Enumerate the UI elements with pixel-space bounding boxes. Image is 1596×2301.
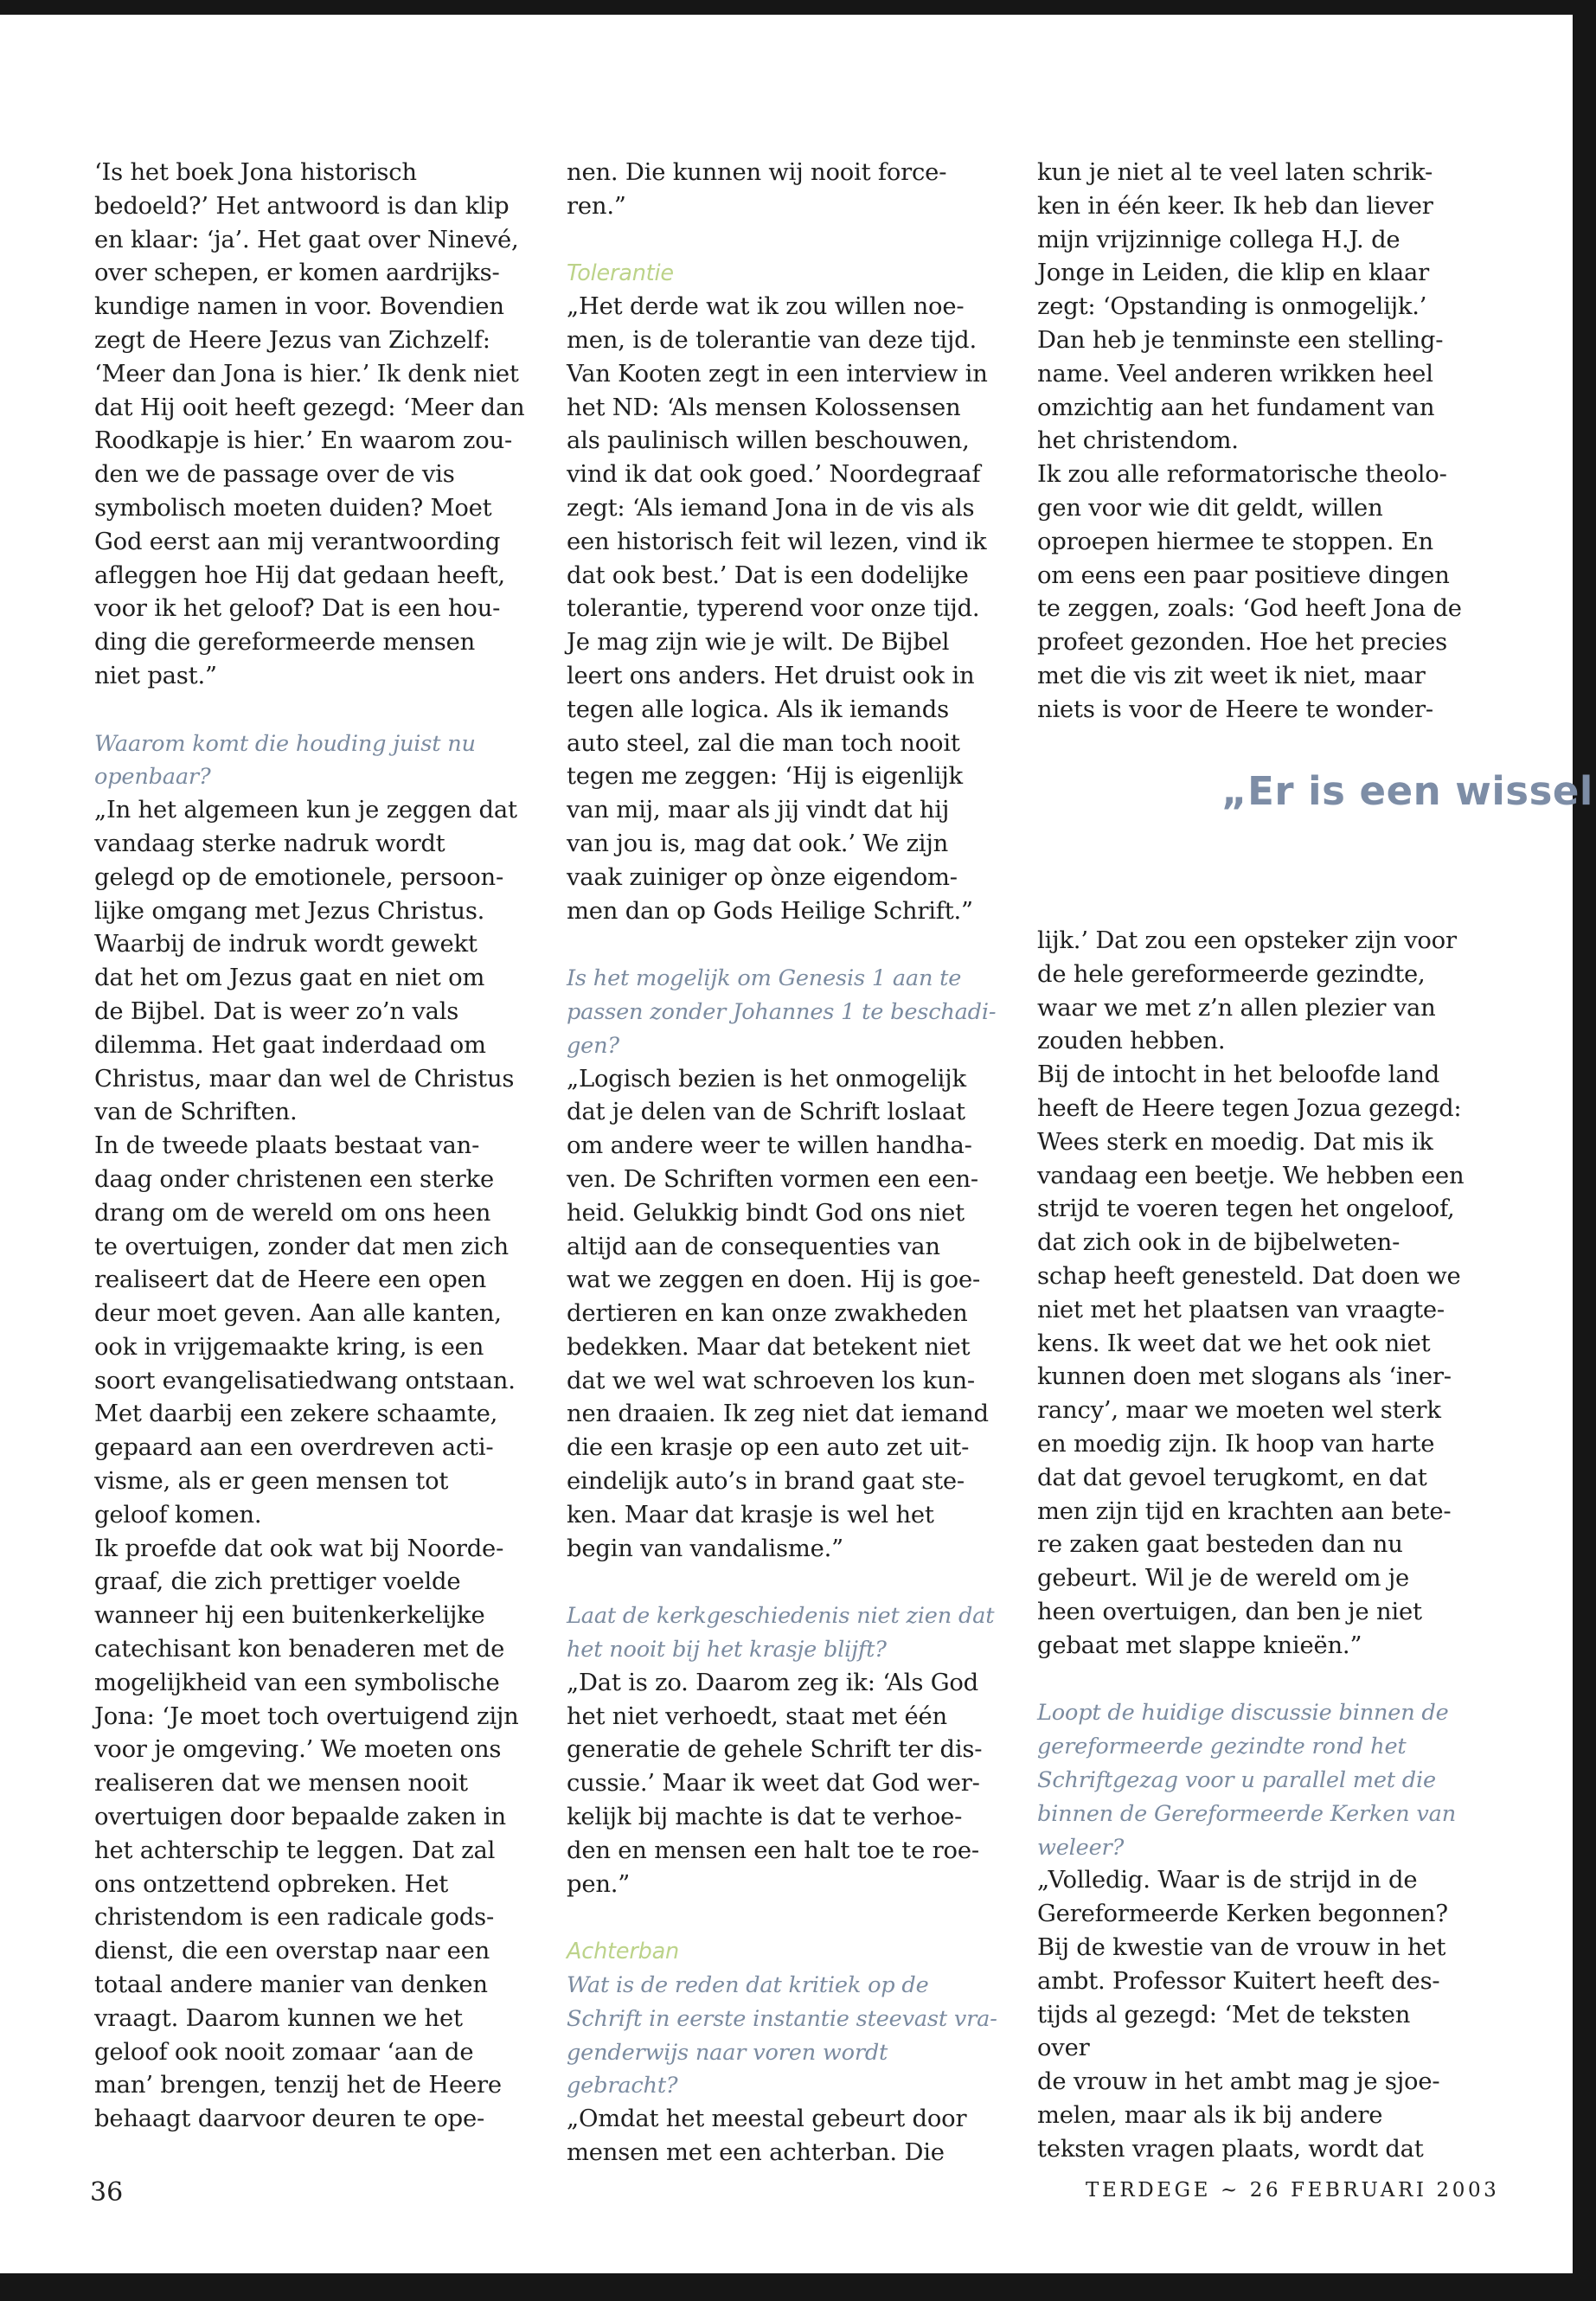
col2-tolerantie-text bbox=[567, 291, 999, 928]
text-line: Bij de intocht in het beloofde land bbox=[1037, 1061, 1440, 1089]
col2-achterban-answer bbox=[567, 2103, 999, 2170]
text-line: dat dat gevoel terugkomt, en dat bbox=[1037, 1464, 1427, 1491]
text-line: leert ons anders. Het druist ook in bbox=[567, 662, 975, 689]
bottom-border bbox=[0, 2273, 1596, 2301]
text-line: weleer? bbox=[1037, 1834, 1125, 1861]
text-line: als paulinisch willen beschouwen, bbox=[567, 427, 970, 455]
text-line: vandaag sterke nadruk wordt bbox=[94, 830, 445, 857]
col3-parallel-answer bbox=[1037, 1864, 1470, 2166]
text-line: voor ik het geloof? Dat is een hou- bbox=[94, 595, 501, 623]
text-line: realiseert dat de Heere een open bbox=[94, 1266, 487, 1294]
text-line: gepaard aan een overdreven acti- bbox=[94, 1434, 494, 1462]
text-line: name. Veel anderen wrikken heel bbox=[1037, 360, 1433, 388]
text-line: generatie de gehele Schrift ter dis- bbox=[567, 1736, 983, 1764]
subhead-tolerantie: Tolerantie bbox=[567, 260, 674, 287]
text-line: den en mensen een halt toe te roe- bbox=[567, 1836, 979, 1864]
text-line: „Logisch bezien is het onmogelijk bbox=[567, 1065, 966, 1093]
question-houding bbox=[94, 727, 527, 795]
text-line: niet past.” bbox=[94, 662, 217, 689]
text-line: gen voor wie dit geldt, willen bbox=[1037, 494, 1383, 522]
text-line: die een krasje op een auto zet uit- bbox=[567, 1434, 970, 1462]
text-line: schap heeft genesteld. Dat doen we bbox=[1037, 1262, 1461, 1290]
text-line: dienst, die een overstap naar een bbox=[94, 1938, 490, 1965]
text-line: heeft de Heere tegen Jozua gezegd: bbox=[1037, 1094, 1462, 1122]
text-line: wat we zeggen en doen. Hij is goe- bbox=[567, 1266, 981, 1294]
text-line: mijn vrijzinnige collega H.J. de bbox=[1037, 226, 1401, 253]
text-line: christendom is een radicale gods- bbox=[94, 1904, 495, 1932]
text-line: ken. Maar dat krasje is wel het bbox=[567, 1501, 934, 1529]
text-line: heid. Gelukkig bindt God ons niet bbox=[567, 1199, 965, 1227]
text-line: dat Hij ooit heeft gezegd: ‘Meer dan bbox=[94, 394, 525, 421]
text-line: te overtuigen, zonder dat men zich bbox=[94, 1233, 509, 1260]
text-line: oproepen hiermee te stoppen. En bbox=[1037, 528, 1433, 555]
col1-answer bbox=[94, 794, 527, 2137]
text-line: het achterschip te leggen. Dat zal bbox=[94, 1836, 496, 1864]
text-line: Laat de kerkgeschiedenis niet zien dat bbox=[567, 1603, 995, 1630]
text-line: auto steel, zal die man toch nooit bbox=[567, 729, 960, 757]
text-line: zouden hebben. bbox=[1037, 1028, 1226, 1055]
text-line: lijk.’ Dat zou een opsteker zijn voor bbox=[1037, 927, 1457, 954]
text-line: God eerst aan mij verantwoording bbox=[94, 528, 501, 555]
text-line: deur moet geven. Aan alle kanten, bbox=[94, 1300, 502, 1328]
text-line: soort evangelisatiedwang ontstaan. bbox=[94, 1367, 516, 1394]
text-line: re zaken gaat besteden dan nu bbox=[1037, 1531, 1403, 1559]
text-line: de Bijbel. Dat is weer zo’n vals bbox=[94, 997, 459, 1025]
text-line: Jonge in Leiden, die klip en klaar bbox=[1037, 260, 1430, 287]
text-line: kundige namen in voor. Bovendien bbox=[94, 293, 504, 321]
text-line: realiseren dat we mensen nooit bbox=[94, 1770, 468, 1798]
text-line: heen overtuigen, dan ben je niet bbox=[1037, 1598, 1422, 1625]
text-line: niet met het plaatsen van vraagte- bbox=[1037, 1296, 1445, 1324]
text-line: met die vis zit weet ik niet, maar bbox=[1037, 662, 1426, 689]
text-line: binnen de Gereformeerde Kerken van bbox=[1037, 1800, 1457, 1827]
text-line: Bij de kwestie van de vrouw in het bbox=[1037, 1933, 1446, 1961]
text-line: Van Kooten zegt in een interview in bbox=[567, 360, 988, 388]
text-line: daag onder christenen een sterke bbox=[94, 1165, 494, 1193]
text-line: Jona: ‘Je moet toch overtuigend zijn bbox=[94, 1702, 519, 1730]
text-line: In de tweede plaats bestaat van- bbox=[94, 1132, 480, 1160]
text-line: vaak zuiniger op ònze eigendom- bbox=[567, 863, 958, 891]
text-line: kun je niet al te veel laten schrik- bbox=[1037, 159, 1433, 186]
text-line: melen, maar als ik bij andere bbox=[1037, 2101, 1383, 2129]
text-line: drang om de wereld om ons heen bbox=[94, 1199, 491, 1227]
text-line: tegen me zeggen: ‘Hij is eigenlijk bbox=[567, 763, 963, 791]
column-2 bbox=[567, 157, 999, 2170]
text-line: Wees sterk en moedig. Dat mis ik bbox=[1037, 1128, 1433, 1156]
text-line: openbaar? bbox=[94, 764, 211, 791]
column-3-bottom bbox=[1037, 925, 1470, 2166]
text-line: „In het algemeen kun je zeggen dat bbox=[94, 797, 517, 824]
text-line: het niet verhoedt, staat met één bbox=[567, 1702, 947, 1730]
text-line: dat we wel wat schroeven los kun- bbox=[567, 1367, 975, 1394]
text-line: rancy’, maar we moeten wel sterk bbox=[1037, 1397, 1441, 1425]
col2-kerk-answer bbox=[567, 1667, 999, 1902]
text-line: Loopt de huidige discussie binnen de bbox=[1037, 1700, 1449, 1727]
text-line: Christus, maar dan wel de Christus bbox=[94, 1065, 515, 1093]
text-line: „Omdat het meestal gebeurt door bbox=[567, 2106, 967, 2133]
text-line: altijd aan de consequenties van bbox=[567, 1233, 940, 1260]
text-line: Je mag zijn wie je wilt. De Bijbel bbox=[567, 629, 950, 657]
text-line: ven. De Schriften vormen een een- bbox=[567, 1165, 978, 1193]
text-line: het christendom. bbox=[1037, 427, 1239, 455]
right-border bbox=[1573, 0, 1596, 2301]
text-line: geloof komen. bbox=[94, 1501, 262, 1529]
text-line: de vrouw in het ambt mag je sjoe- bbox=[1037, 2068, 1440, 2096]
text-line: overtuigen door bepaalde zaken in bbox=[94, 1804, 506, 1831]
text-line: het ND: ‘Als mensen Kolossensen bbox=[567, 394, 961, 421]
text-line: ‘Is het boek Jona historisch bbox=[94, 159, 417, 186]
footer-masthead: TERDEGE ~ 26 FEBRUARI 2003 bbox=[1086, 2179, 1500, 2202]
text-line: dat je delen van de Schrift loslaat bbox=[567, 1099, 965, 1126]
text-line: kens. Ik weet dat we het ook niet bbox=[1037, 1330, 1431, 1357]
question-achterban bbox=[567, 1969, 999, 2103]
text-line: gereformeerde gezindte rond het bbox=[1037, 1734, 1407, 1760]
text-line: profeet gezonden. Hoe het precies bbox=[1037, 629, 1447, 657]
text-line: lijke omgang met Jezus Christus. bbox=[94, 897, 485, 925]
text-line: „Dat is zo. Daarom zeg ik: ‘Als God bbox=[567, 1669, 979, 1696]
text-line: „Volledig. Waar is de strijd in de bbox=[1037, 1867, 1418, 1894]
text-line: van de Schriften. bbox=[94, 1099, 298, 1126]
text-line: ambt. Professor Kuitert heeft des- bbox=[1037, 1967, 1440, 1995]
text-line: graaf, die zich prettiger voelde bbox=[94, 1568, 461, 1596]
text-line: van mij, maar als jij vindt dat hij bbox=[567, 797, 950, 824]
text-line: mensen met een achterban. Die bbox=[567, 2139, 945, 2167]
text-line: om eens een paar positieve dingen bbox=[1037, 561, 1450, 589]
text-line: genderwijs naar voren wordt gebracht? bbox=[567, 2039, 888, 2099]
text-line: kunnen doen met slogans als ‘iner- bbox=[1037, 1363, 1452, 1391]
text-line: dilemma. Het gaat inderdaad om bbox=[94, 1031, 486, 1059]
col3-continuation bbox=[1037, 157, 1470, 727]
text-line: geloof ook nooit zomaar ‘aan de bbox=[94, 2038, 474, 2066]
text-line: vraagt. Daarom kunnen we het bbox=[94, 2004, 463, 2032]
text-line: tijds al gezegd: ‘Met de teksten over bbox=[1037, 2001, 1411, 2062]
text-line: waar we met z’n allen plezier van bbox=[1037, 994, 1436, 1022]
text-line: tolerantie, typerend voor onze tijd. bbox=[567, 595, 980, 623]
text-line: bedoeld?’ Het antwoord is dan klip bbox=[94, 192, 510, 220]
text-line: totaal andere manier van denken bbox=[94, 1971, 488, 1999]
text-line: cussie.’ Maar ik weet dat God wer- bbox=[567, 1770, 980, 1798]
text-line: ‘Meer dan Jona is hier.’ Ik denk niet bbox=[94, 360, 519, 388]
text-line: man’ brengen, tenzij het de Heere bbox=[94, 2072, 502, 2099]
question-genesis bbox=[567, 962, 999, 1062]
text-line: ren.” bbox=[567, 192, 626, 220]
text-line: over schepen, er komen aardrijks- bbox=[94, 260, 500, 287]
text-line: dat het om Jezus gaat en niet om bbox=[94, 965, 485, 992]
text-line: Is het mogelijk om Genesis 1 aan te bbox=[567, 965, 962, 992]
text-line: nen. Die kunnen wij nooit force- bbox=[567, 159, 947, 186]
text-line: gebeurt. Wil je de wereld om je bbox=[1037, 1565, 1410, 1593]
text-line: begin van vandalisme.” bbox=[567, 1535, 843, 1562]
text-line: kelijk bij machte is dat te verhoe- bbox=[567, 1804, 963, 1831]
page-number: 36 bbox=[90, 2177, 124, 2208]
question-kerkgeschiedenis bbox=[567, 1599, 999, 1667]
text-line: Ik proefde dat ook wat bij Noorde- bbox=[94, 1535, 504, 1562]
text-line: men dan op Gods Heilige Schrift.” bbox=[567, 897, 973, 925]
text-line: gen? bbox=[567, 1032, 619, 1059]
text-line: men zijn tijd en krachten aan bete- bbox=[1037, 1497, 1452, 1525]
text-line: passen zonder Johannes 1 te beschadi- bbox=[567, 998, 997, 1025]
text-line: Dan heb je tenminste een stelling- bbox=[1037, 326, 1444, 354]
text-line: het nooit bij het krasje blijft? bbox=[567, 1637, 887, 1663]
text-line: visme, als er geen mensen tot bbox=[94, 1468, 449, 1496]
text-line: ook in vrijgemaakte kring, is een bbox=[94, 1333, 484, 1361]
text-line: om andere weer te willen handha- bbox=[567, 1132, 972, 1160]
text-line: ding die gereformeerde mensen bbox=[94, 629, 476, 657]
subhead-achterban: Achterban bbox=[567, 1939, 679, 1965]
text-line: dertieren en kan onze zwakheden bbox=[567, 1300, 968, 1328]
text-line: Ik zou alle reformatorische theolo- bbox=[1037, 461, 1447, 489]
text-line: wanneer hij een buitenkerkelijke bbox=[94, 1602, 485, 1630]
column-1 bbox=[94, 157, 527, 2137]
text-line: Schrift in eerste instantie steevast vra- bbox=[567, 2005, 997, 2032]
text-line: den we de passage over de vis bbox=[94, 461, 455, 489]
text-line: men, is de tolerantie van deze tijd. bbox=[567, 326, 977, 354]
text-line: dat zich ook in de bijbelweten- bbox=[1037, 1229, 1401, 1257]
text-line: vandaag een beetje. We hebben een bbox=[1037, 1162, 1465, 1189]
text-line: Waarbij de indruk wordt gewekt bbox=[94, 931, 478, 958]
text-line: afleggen hoe Hij dat gedaan heeft, bbox=[94, 561, 505, 589]
text-line: symbolisch moeten duiden? Moet bbox=[94, 494, 492, 522]
text-line: Wat is de reden dat kritiek op de bbox=[567, 1972, 929, 1999]
top-border bbox=[0, 0, 1579, 15]
text-line: niets is voor de Heere te wonder- bbox=[1037, 695, 1433, 723]
text-line: gelegd op de emotionele, persoon- bbox=[94, 863, 504, 891]
text-line: Met daarbij een zekere schaamte, bbox=[94, 1400, 498, 1428]
text-line: te zeggen, zoals: ‘God heeft Jona de bbox=[1037, 595, 1462, 623]
text-line: pen.” bbox=[567, 1870, 631, 1898]
text-line: behaagt daarvoor deuren te ope- bbox=[94, 2106, 485, 2133]
text-line: van jou is, mag dat ook.’ We zijn bbox=[567, 830, 949, 857]
text-line: Schriftgezag voor u parallel met die bbox=[1037, 1766, 1436, 1793]
text-line: vind ik dat ook goed.’ Noordegraaf bbox=[567, 461, 981, 489]
text-line: Waarom komt die houding juist nu bbox=[94, 730, 476, 757]
text-line: strijd te voeren tegen het ongeloof, bbox=[1037, 1195, 1455, 1223]
text-line: mogelijkheid van een symbolische bbox=[94, 1669, 500, 1696]
text-line: Roodkapje is hier.’ En waarom zou- bbox=[94, 427, 513, 455]
col2-genesis-answer bbox=[567, 1063, 999, 1567]
text-line: nen draaien. Ik zeg niet dat iemand bbox=[567, 1400, 989, 1428]
text-line: de hele gereformeerde gezindte, bbox=[1037, 960, 1426, 988]
text-line: dat ook best.’ Dat is een dodelijke bbox=[567, 561, 969, 589]
text-line: eindelijk auto’s in brand gaat ste- bbox=[567, 1468, 965, 1496]
col2-continuation bbox=[567, 157, 999, 224]
question-parallel bbox=[1037, 1696, 1470, 1864]
text-line: voor je omgeving.’ We moeten ons bbox=[94, 1736, 502, 1764]
text-line: een historisch feit wil lezen, vind ik bbox=[567, 528, 987, 555]
text-line: en klaar: ‘ja’. Het gaat over Ninevé, bbox=[94, 226, 519, 253]
text-line: catechisant kon benaderen met de bbox=[94, 1636, 505, 1663]
text-line: „Het derde wat ik zou willen noe- bbox=[567, 293, 965, 321]
text-line: Gereformeerde Kerken begonnen? bbox=[1037, 1900, 1448, 1928]
text-line: bedekken. Maar dat betekent niet bbox=[567, 1333, 971, 1361]
text-line: tegen alle logica. Als ik iemands bbox=[567, 695, 949, 723]
text-line: gebaat met slappe knieën.” bbox=[1037, 1631, 1362, 1659]
pull-quote: „Er is een wissel bbox=[1221, 768, 1593, 814]
col1-intro bbox=[94, 157, 527, 694]
text-line: ons ontzettend opbreken. Het bbox=[94, 1870, 449, 1898]
text-line: zegt: ‘Als iemand Jona in de vis als bbox=[567, 494, 975, 522]
column-3-top bbox=[1037, 157, 1470, 727]
text-line: en moedig zijn. Ik hoop van harte bbox=[1037, 1430, 1435, 1458]
text-line: zegt: ‘Opstanding is onmogelijk.’ bbox=[1037, 293, 1427, 321]
text-line: omzichtig aan het fundament van bbox=[1037, 394, 1435, 421]
text-line: zegt de Heere Jezus van Zichzelf: bbox=[94, 326, 490, 354]
col3-text bbox=[1037, 925, 1470, 1663]
text-line: teksten vragen plaats, wordt dat bbox=[1037, 2135, 1424, 2163]
text-line: ken in één keer. Ik heb dan liever bbox=[1037, 192, 1433, 220]
